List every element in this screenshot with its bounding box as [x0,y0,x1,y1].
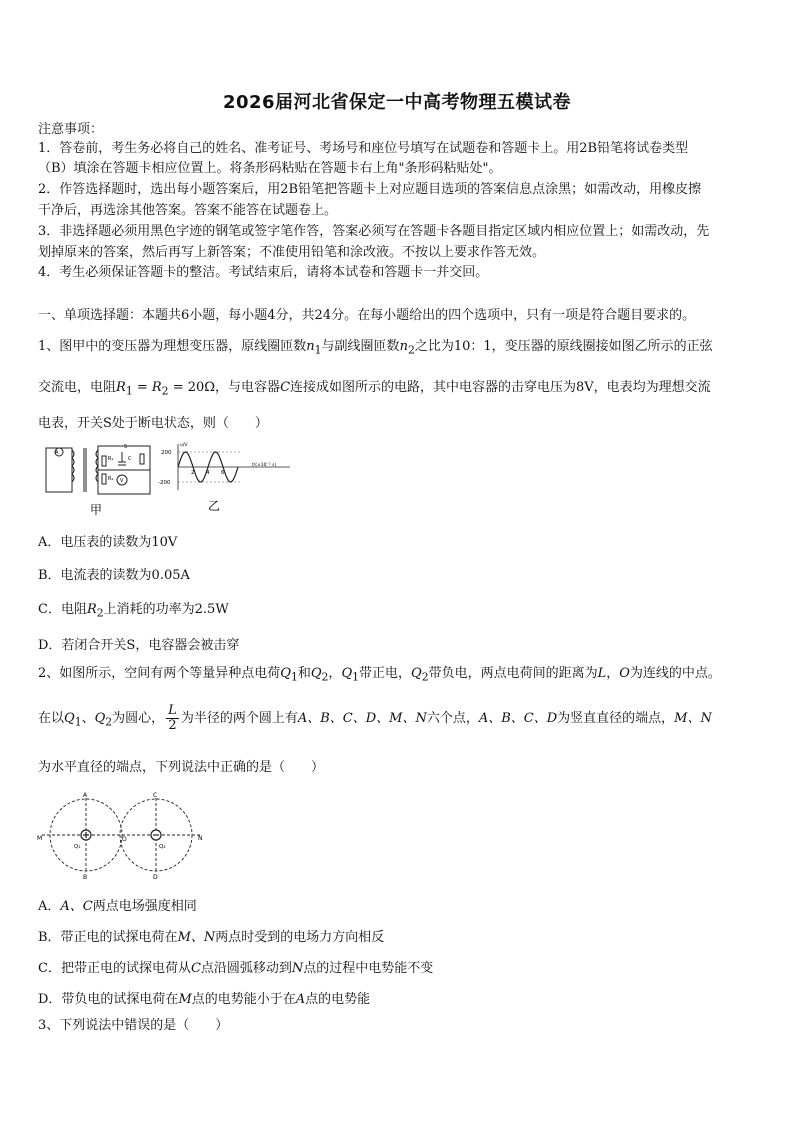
charge-q2-label: Q₂ [159,844,166,850]
point-o-label: O [122,836,127,843]
q1-option-c: C．电阻$R_2$上消耗的功率为2.5W [38,602,229,620]
figure-jia-label: 甲 [90,503,103,516]
q1-option-b: B．电流表的读数为0.05A [38,568,190,583]
r1-label: R₁ [108,456,114,462]
q2-option-c: C．把带正电的试探电荷从C点沿圆弧移动到N点的过程中电势能不变 [38,961,434,976]
y-unit-label: u/V [180,443,188,448]
y-min-label: -200 [158,480,171,486]
notice-item-2: 2．作答选择题时，选出每小题答案后，用2B铅笔把答题卡上对应题目选项的答案信息点涂黑；如需改动，用橡皮擦 [38,182,702,197]
q1-stem-line2: 交流电，电阻$R_1 = R_2 = 20\Omega$，与电容器C连接成如图所示的电路，其中电容器的击穿电压为8V，电表均为理想交流 [38,380,711,398]
section-heading: 一、单项选择题：本题共6小题，每小题4分，共24分。在每小题给出的四个选项中，只有一项是符合题目要求的。 [38,308,696,323]
q2-option-a: A．A、C两点电场强度相同 [38,899,197,914]
q2-option-b: B．带正电的试探电荷在M、N两点时受到的电场力方向相反 [38,930,385,945]
x-tick-label: 4 [206,470,210,476]
q1-stem-line3: 电表，开关S处于断电状态，则（ ） [38,416,268,431]
notice-item-4: 4．考生必须保证答题卡的整洁。考试结束后，请将本试卷和答题卡一并交回。 [38,265,489,280]
capacitor-label: C [128,456,132,462]
point-a-label: A [83,792,88,799]
q1-option-d: D．若闭合开关S，电容器会被击穿 [38,638,240,653]
q2-option-d: D．带负电的试探电荷在M点的电势能小于在A点的电势能 [38,992,371,1007]
ammeter-symbol: A [55,450,59,456]
x-unit-label: t/(×10⁻² s) [252,463,277,468]
x-tick-label: 6 [221,470,225,476]
page-title: 2026届河北省保定一中高考物理五模试卷 [222,92,572,113]
notice-heading: 注意事项： [38,122,104,137]
x-tick-label: 2 [191,470,195,476]
voltmeter-symbol: V [120,478,124,484]
figure-yi-label: 乙 [208,499,221,513]
notice-item-3: 3．非选择题必须用黑色字迹的钢笔或签字笔作答，答案必须写在答题卡各题目指定区域内相应位置上；如需改动，先 [38,224,710,239]
q1-stem-line1: 1、图甲中的变压器为理想变压器，原线圈匝数$n_1$与副线圈匝数$n_2$之比为10：1，变压器的原线圈接如图乙所示的正弦 [38,339,713,357]
q2-stem-line3: 为水平直径的端点，下列说法中正确的是（ ） [38,760,325,775]
r2-label: R₂ [108,476,114,482]
switch-label: S [124,444,128,450]
point-n-label: N [198,835,203,842]
q2-figure [36,790,206,880]
q2-stem-line1: 2、如图所示，空间有两个等量异种点电荷$Q_1$和$Q_2$，$Q_1$带正电，$Q_2$带负电，两点电荷间的距离为L，O为连线的中点。 [38,666,721,684]
transformer-circuit-diagram [46,446,150,494]
fraction-l-over-2: $\frac{L}{2}$ [168,703,177,733]
notice-item-1-cont: （B）填涂在答题卡相应位置上。将条形码粘贴在答题卡右上角"条形码粘贴处"。 [38,161,502,176]
point-b-label: B [83,874,88,880]
charge-q1-label: Q₁ [74,844,81,850]
two-circles-diagram [42,798,200,872]
notice-item-2-cont: 干净后，再选涂其他答案。答案不能答在试题卷上。 [38,203,338,218]
y-max-label: 200 [161,450,172,456]
q1-option-a: A．电压表的读数为10V [38,535,178,550]
q3-stem: 3、下列说法中错误的是（ ） [38,1018,229,1033]
notice-item-3-cont: 划掉原来的答案，然后再写上新答案；不准使用铅笔和涂改液。不按以上要求作答无效。 [38,245,546,260]
notice-item-1: 1．答卷前，考生务必将自己的姓名、准考证号、考场号和座位号填写在试题卷和答题卡上。用2B铅笔将试卷类型 [38,141,689,156]
point-c-label: C [153,792,158,799]
point-m-label: M [37,835,43,842]
point-d-label: D [153,874,158,880]
q2-stem-line2: 在以$Q_1$、$Q_2$为圆心， $\frac{L}{2}$ 为半径的两个圆上有A、B、C、D、M、N六个点，A、B、C、D为竖直直径的端点，M、N [38,703,712,733]
q1-figure [40,440,300,516]
